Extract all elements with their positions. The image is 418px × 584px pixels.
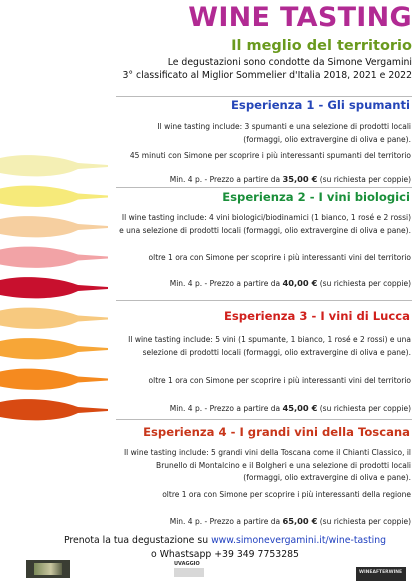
price-suffix: (su richiesta per coppie)	[319, 279, 411, 288]
price-suffix: (su richiesta per coppie)	[319, 404, 411, 413]
experience-4-duration: oltre 1 ora con Simone per scoprire i più interessanti della regione	[162, 490, 411, 499]
price-value: 40,00 €	[282, 278, 318, 288]
partner-logo-wineafterwine	[356, 567, 406, 581]
logo-text: UVAGGIO	[174, 561, 200, 567]
experience-2-description: Il wine tasting include: 4 vini biologici/biodinamici (1 bianco, 1 rosé e 2 rossi) e una selezione di prodotti locali (formaggi, olio extravergine di oliva e pane).	[119, 213, 411, 235]
booking-prefix: Prenota la tua degustazione su	[63, 535, 209, 546]
wine-glass-5	[0, 277, 108, 298]
page-subtitle: Il meglio del territorio	[231, 38, 412, 54]
booking-phone: o Whastsapp +39 349 7753285	[151, 549, 299, 560]
price-prefix: Min. 4 p. - Prezzo a partire da	[169, 517, 281, 526]
price-prefix: Min. 4 p. - Prezzo a partire da	[169, 404, 281, 413]
experience-1-price	[118, 174, 411, 184]
wine-glass-7	[0, 338, 108, 359]
wine-glasses-graphic	[0, 150, 120, 430]
experience-1-title: Esperienza 1 - Gli spumanti	[231, 98, 410, 112]
experience-4-title: Esperienza 4 - I grandi vini della Toscana	[143, 425, 410, 439]
experience-3-description: Il wine tasting include: 5 vini (1 spumante, 1 bianco, 1 rosé e 2 rossi) e una selezione di prodotti locali (formaggi, olio extravergine di oliva e pane).	[128, 335, 411, 357]
experience-3-duration: oltre 1 ora con Simone per scoprire i più interessanti vini del territorio	[148, 376, 411, 385]
booking-link[interactable]: www.simonevergamini.it/wine-tasting	[211, 535, 387, 546]
experience-1-duration: 45 minuti con Simone per scoprire i più interessanti spumanti del territorio	[129, 151, 411, 160]
experience-2-title: Esperienza 2 - I vini biologici	[222, 190, 410, 204]
intro-line-host: Le degustazioni sono condotte da Simone Vergamini	[167, 57, 412, 68]
experience-2-duration: oltre 1 ora con Simone per scoprire i più interessanti vini del territorio	[148, 253, 411, 262]
page-title: WINE TASTING	[188, 2, 412, 33]
booking-line	[40, 535, 410, 546]
price-value: 45,00 €	[282, 403, 318, 413]
price-prefix: Min. 4 p. - Prezzo a partire da	[169, 175, 281, 184]
partner-logo-left	[26, 560, 70, 578]
experience-1-description: Il wine tasting include: 3 spumanti e una selezione di prodotti locali (formaggi, olio extravergine di oliva e pane).	[157, 122, 411, 144]
price-suffix: (su richiesta per coppie)	[319, 517, 411, 526]
divider	[116, 96, 412, 97]
wine-glass-8	[0, 369, 108, 390]
wine-glass-1	[0, 155, 108, 176]
logo-text: WINEAFTERWINE	[359, 570, 403, 575]
wine-glass-4	[0, 247, 108, 268]
experience-3-price	[118, 403, 411, 413]
partner-logo-uvaggio	[174, 561, 204, 579]
experience-4-price	[118, 516, 411, 526]
divider	[116, 300, 412, 301]
intro-line-award: 3° classificato al Miglior Sommelier d'Italia 2018, 2021 e 2022	[122, 70, 412, 81]
wine-glass-9	[0, 399, 108, 420]
experience-2-price	[118, 278, 411, 288]
experience-3-title: Esperienza 3 - I vini di Lucca	[223, 309, 410, 323]
experience-4-description: Il wine tasting include: 5 grandi vini della Toscana come il Chianti Classico, il Brunello di Montalcino e il Bolgheri e una selezione di prodotti locali (formaggi, olio extravergine di oliva e pane).	[123, 448, 411, 483]
price-prefix: Min. 4 p. - Prezzo a partire da	[169, 279, 281, 288]
wine-glass-6	[0, 308, 108, 329]
wine-glass-3	[0, 216, 108, 237]
price-suffix: (su richiesta per coppie)	[319, 175, 411, 184]
divider	[116, 187, 412, 188]
price-value: 35,00 €	[282, 174, 318, 184]
wine-glass-2	[0, 186, 108, 207]
price-value: 65,00 €	[282, 516, 318, 526]
divider	[116, 419, 412, 420]
